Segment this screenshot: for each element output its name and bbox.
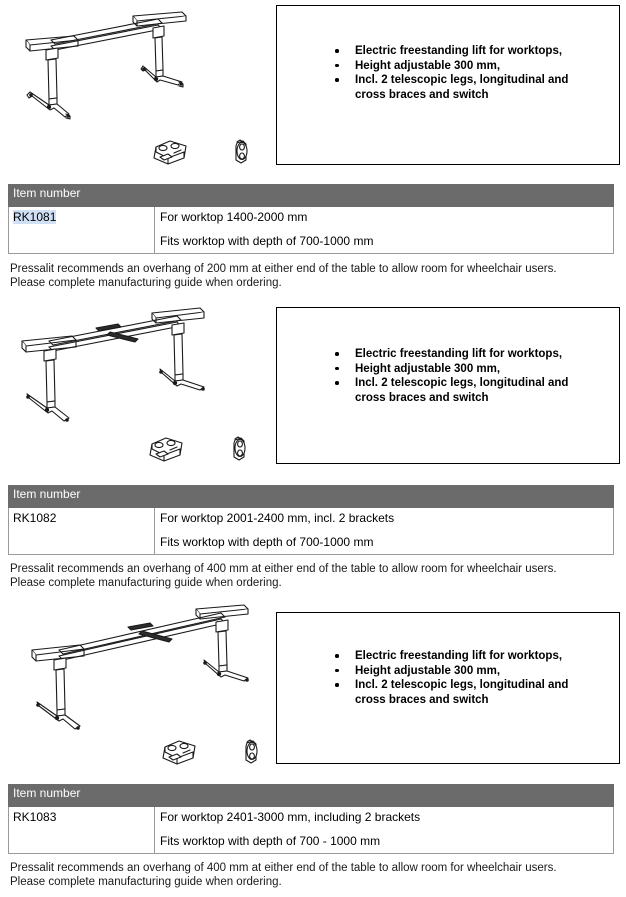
bullet-icon — [335, 78, 339, 82]
feature-list — [329, 44, 619, 102]
bullet-icon — [335, 367, 339, 371]
description-line-1: For worktop 2001-2400 mm, incl. 2 brackets — [160, 511, 395, 525]
cable-clip-icon — [236, 140, 247, 163]
spec-table-rk1082 — [8, 485, 614, 555]
cell-item-number — [9, 807, 155, 854]
bullet-icon — [335, 352, 339, 356]
description-line-2: Fits worktop with depth of 700 - 1000 mm — [160, 834, 381, 848]
feature-box-rk1082 — [276, 307, 620, 464]
feature-list — [329, 347, 619, 405]
cell-item-number — [9, 207, 155, 254]
mounting-bracket-icon — [154, 141, 186, 164]
note-rk1083 — [10, 861, 618, 889]
bullet-icon — [335, 654, 339, 658]
column-header-description — [155, 785, 614, 807]
feature-item — [329, 376, 619, 405]
feature-text: Incl. 2 telescopic legs, longitudinal and cross braces and switch — [355, 74, 569, 101]
spec-table-rk1081 — [8, 184, 614, 254]
feature-list — [329, 649, 619, 707]
feature-text: Height adjustable 300 mm, — [355, 664, 501, 677]
description-line-2: Fits worktop with depth of 700-1000 mm — [160, 234, 374, 248]
spec-table-rk1083 — [8, 784, 614, 854]
feature-item — [329, 664, 619, 679]
column-header-item-number: Item number — [9, 486, 155, 508]
mounting-bracket-icon — [150, 438, 182, 461]
feature-item — [329, 347, 619, 362]
note-rk1082 — [10, 562, 618, 590]
bullet-icon — [335, 64, 339, 68]
feature-text: Height adjustable 300 mm, — [355, 59, 501, 72]
feature-item — [329, 59, 619, 74]
table-frame-long-drawing — [0, 602, 270, 782]
cell-description — [155, 807, 614, 854]
cell-description — [155, 508, 614, 555]
table-header-row — [9, 785, 614, 807]
column-header-item-number: Item number — [9, 185, 155, 207]
table-frame-medium-drawing — [0, 298, 270, 483]
bullet-icon — [335, 381, 339, 385]
item-number-value: RK1082 — [13, 511, 57, 525]
bullet-icon — [335, 669, 339, 673]
feature-text: Electric freestanding lift for worktops, — [355, 650, 563, 662]
table-frame-short-drawing — [0, 0, 270, 180]
table-row — [9, 207, 614, 254]
note-line-2: Please complete manufacturing guide when ordering. — [10, 876, 282, 888]
feature-item — [329, 362, 619, 377]
note-rk1081 — [10, 262, 618, 290]
cable-clip-icon — [246, 740, 257, 763]
feature-item — [329, 649, 619, 664]
note-line-1: Pressalit recommends an overhang of 200 mm at either end of the table to allow room for wheelchair users. — [10, 263, 557, 275]
feature-text: Incl. 2 telescopic legs, longitudinal and cross braces and switch — [355, 679, 569, 706]
column-header-item-number: Item number — [9, 785, 155, 807]
column-header-description — [155, 486, 614, 508]
table-row — [9, 508, 614, 555]
feature-item — [329, 678, 619, 707]
column-header-description — [155, 185, 614, 207]
note-line-2: Please complete manufacturing guide when ordering. — [10, 577, 282, 589]
bullet-icon — [335, 683, 339, 687]
table-header-row — [9, 486, 614, 508]
description-line-2: Fits worktop with depth of 700-1000 mm — [160, 535, 374, 549]
feature-text: Electric freestanding lift for worktops, — [355, 45, 563, 57]
illustration-table-frame-long — [0, 602, 270, 782]
description-line-1: For worktop 2401-3000 mm, including 2 brackets — [160, 810, 421, 824]
feature-text: Height adjustable 300 mm, — [355, 362, 501, 375]
illustration-table-frame-medium — [0, 298, 270, 483]
feature-box-rk1083 — [276, 612, 620, 764]
cable-clip-icon — [234, 437, 245, 460]
feature-item — [329, 44, 619, 59]
note-line-1: Pressalit recommends an overhang of 400 mm at either end of the table to allow room for wheelchair users. — [10, 862, 557, 874]
note-line-1: Pressalit recommends an overhang of 400 mm at either end of the table to allow room for wheelchair users. — [10, 563, 557, 575]
description-line-1: For worktop 1400-2000 mm — [160, 210, 308, 224]
item-number-value: RK1081 — [13, 210, 57, 224]
table-row — [9, 807, 614, 854]
bullet-icon — [335, 49, 339, 53]
feature-item — [329, 73, 619, 102]
mounting-bracket-icon — [163, 741, 195, 764]
illustration-table-frame-short — [0, 0, 270, 180]
feature-text: Incl. 2 telescopic legs, longitudinal and cross braces and switch — [355, 377, 569, 404]
feature-box-rk1081 — [276, 5, 620, 165]
feature-text: Electric freestanding lift for worktops, — [355, 348, 563, 360]
note-line-2: Please complete manufacturing guide when ordering. — [10, 277, 282, 289]
item-number-value: RK1083 — [13, 810, 57, 824]
cell-item-number — [9, 508, 155, 555]
table-header-row — [9, 185, 614, 207]
cell-description — [155, 207, 614, 254]
